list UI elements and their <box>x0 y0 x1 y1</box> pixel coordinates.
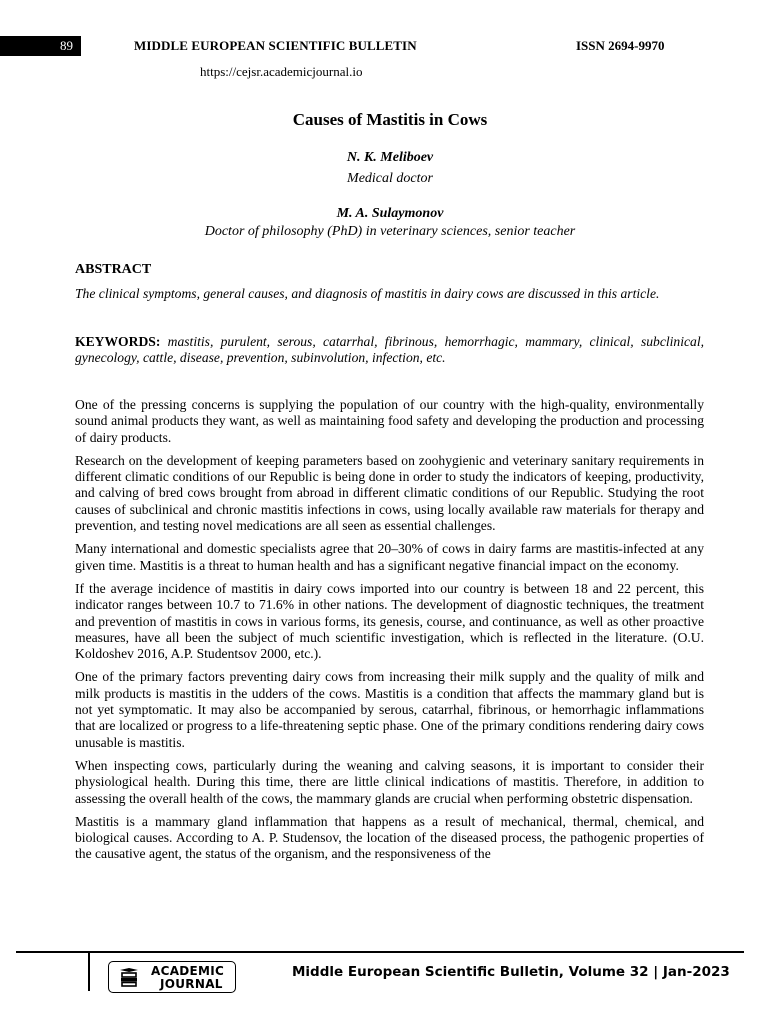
logo-text-journal: JOURNAL <box>160 977 223 991</box>
paragraph-4: If the average incidence of mastitis in dairy cows imported into our country is between 18 and 22 percent, this indicator ranges between 10.7 to 71.6% in other nations. The development of diagnostic techniques, the treatment and prevention of mastitis in cows in various forms, its genesis, course, and continuance, as well as other proactive measures, have all been the subject of much scientific investigation, which is reflected in the literature. (O.U. Koldoshev 2016, A.P. Studentsov 2000, etc.). <box>75 580 704 662</box>
paragraph-7: Mastitis is a mammary gland inflammation that happens as a result of mechanical, thermal, chemical, and biological causes. According to A. P. Studensov, the location of the diseased process, the pathogenic properties of the causative agent, the status of the organism, and the responsiveness of the <box>75 813 704 862</box>
keywords-text: mastitis, purulent, serous, catarrhal, fibrinous, hemorrhagic, mammary, clinical, subclinical, gynecology, cattle, disease, prevention, subinvolution, infection, etc. <box>75 334 704 366</box>
paragraph-1: One of the pressing concerns is supplying the population of our country with the high-quality, environmentally sound animal products they want, as well as maintaining food safety and developing the production and processing of dairy products. <box>75 397 704 445</box>
academic-journal-logo <box>108 961 236 993</box>
article-body <box>75 397 704 870</box>
article-title: Causes of Mastitis in Cows <box>292 110 488 129</box>
footer-divider <box>16 951 744 953</box>
footer-vertical-divider <box>88 951 90 991</box>
keywords-label: KEYWORDS: <box>75 334 161 349</box>
journal-url[interactable]: https://cejsr.academicjournal.io <box>200 64 363 79</box>
author-1-role: Medical doctor <box>347 171 433 186</box>
journal-title: MIDDLE EUROPEAN SCIENTIFIC BULLETIN <box>134 38 417 53</box>
paragraph-6: When inspecting cows, particularly during the weaning and calving seasons, it is important to consider their physiological health. During this time, there are little clinical indications of mastitis. Therefore, in addition to assessing the overall health of the cows, the mammary glands are crucial when performing obstetric dispensation. <box>75 757 704 806</box>
abstract-heading: ABSTRACT <box>75 262 152 277</box>
author-2-role: Doctor of philosophy (PhD) in veterinary sciences, senior teacher <box>204 224 576 239</box>
paragraph-3: Many international and domestic specialists agree that 20–30% of cows in dairy farms are mastitis-infected at any given time. Mastitis is a threat to human health and has a significant negative financial impact on the economy. <box>75 541 704 573</box>
paragraph-5: One of the primary factors preventing dairy cows from increasing their milk supply and the quality of milk and milk products is mastitis in the udders of the cows. Mastitis is a condition that affects the mammary gland but is not yet symptomatic. It may also be accompanied by serous, catarrhal, fibrinous, or hemorrhagic inflammations that are localized or progress to a life-threatening septic phase. One of the primary conditions rendering dairy cows unusable is mastitis. <box>75 669 704 750</box>
author-1-name: N. K. Meliboev <box>346 150 434 165</box>
book-stack-icon <box>118 967 140 987</box>
author-2-name: M. A. Sulaymonov <box>336 206 444 221</box>
abstract-text: The clinical symptoms, general causes, and diagnosis of mastitis in dairy cows are discussed in this article. <box>75 286 660 301</box>
issn: ISSN 2694-9970 <box>576 38 665 53</box>
logo-text-academic: ACADEMIC <box>151 964 225 978</box>
keywords <box>75 334 704 367</box>
page-number: 89 <box>60 38 73 53</box>
footer-citation: Middle European Scientific Bulletin, Volume 32 | Jan-2023 <box>292 964 730 980</box>
paragraph-2: Research on the development of keeping parameters based on zoohygienic and veterinary sanitary requirements in different climatic conditions of our Republic is being done in order to study the indicators of keeping, productivity, and calving of bred cows brought from abroad in different climatic conditions of our Republic. Studying the root causes of subclinical and chronic mastitis infections in cows, using locally available raw materials for therapy and prevention, and testing novel medications are all seen as essential challenges. <box>75 452 704 534</box>
